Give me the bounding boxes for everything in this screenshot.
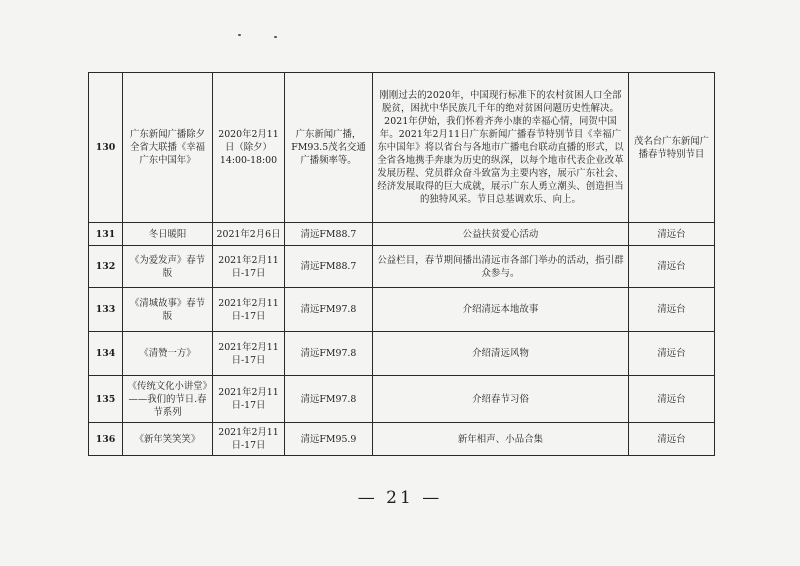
broadcast-time: 2021年2月11日-17日 — [213, 288, 285, 332]
scan-speck — [238, 34, 241, 36]
broadcast-time: 2021年2月11日-17日 — [213, 246, 285, 288]
program-content: 新年相声、小品合集 — [373, 423, 629, 456]
broadcast-time: 2021年2月11日-17日 — [213, 376, 285, 423]
program-content: 介绍春节习俗 — [373, 376, 629, 423]
row-number: 135 — [89, 376, 123, 423]
channel: 清远FM97.8 — [285, 376, 373, 423]
table-row — [89, 288, 715, 332]
channel: 清远FM88.7 — [285, 246, 373, 288]
row-number: 134 — [89, 332, 123, 376]
program-content: 公益扶贫爱心活动 — [373, 223, 629, 246]
program-name: 《为爱发声》春节版 — [123, 246, 213, 288]
broadcast-time: 2021年2月6日 — [213, 223, 285, 246]
program-name: 《新年笑笑笑》 — [123, 423, 213, 456]
station: 茂名台广东新闻广播春节特别节目 — [629, 73, 715, 223]
program-name: 《清赞一方》 — [123, 332, 213, 376]
program-name: 《清城故事》春节版 — [123, 288, 213, 332]
program-name: 广东新闻广播除夕全省大联播《幸福广东中国年》 — [123, 73, 213, 223]
station: 清远台 — [629, 246, 715, 288]
table-row — [89, 332, 715, 376]
table-row — [89, 376, 715, 423]
page-number: — 21 — — [357, 488, 443, 508]
table-row — [89, 73, 715, 223]
row-number: 136 — [89, 423, 123, 456]
program-name: 《传统文化小讲堂》——我们的节日.春节系列 — [123, 376, 213, 423]
channel: 清远FM95.9 — [285, 423, 373, 456]
program-content: 刚刚过去的2020年，中国现行标准下的农村贫困人口全部脱贫，困扰中华民族几千年的绝对贫困问题历史性解决。2021年伊始，我们怀着齐奔小康的幸福心情，同贺中国年。2021年2月11日广东新闻广播春节特别节目《幸福广东中国年》将以省台与各地市广播电台联动直播的形式，以全省各地携手奔康为历史的纵深，以每个地市代表企业改革发展历程、党员群众奋斗致富为主要内容，展示广东社会、经济发展取得的巨大成就，展示广东人勇立潮头、创造担当的独特风采。节目总基调欢乐、向上。 — [373, 73, 629, 223]
table-row — [89, 423, 715, 456]
program-content: 公益栏目，春节期间播出清远市各部门举办的活动，指引群众参与。 — [373, 246, 629, 288]
channel: 清远FM97.8 — [285, 288, 373, 332]
channel: 清远FM88.7 — [285, 223, 373, 246]
row-number: 130 — [89, 73, 123, 223]
broadcast-time: 2021年2月11日-17日 — [213, 332, 285, 376]
channel: 广东新闻广播，FM93.5茂名交通广播频率等。 — [285, 73, 373, 223]
station: 清远台 — [629, 288, 715, 332]
program-content: 介绍清远风物 — [373, 332, 629, 376]
station: 清远台 — [629, 423, 715, 456]
row-number: 133 — [89, 288, 123, 332]
scan-speck — [274, 36, 277, 38]
program-content: 介绍清远本地故事 — [373, 288, 629, 332]
station: 清远台 — [629, 223, 715, 246]
program-name: 冬日暖阳 — [123, 223, 213, 246]
table-row — [89, 223, 715, 246]
row-number: 131 — [89, 223, 123, 246]
broadcast-time: 2020年2月11日（除夕）14:00-18:00 — [213, 73, 285, 223]
row-number: 132 — [89, 246, 123, 288]
broadcast-time: 2021年2月11日-17日 — [213, 423, 285, 456]
table-row — [89, 246, 715, 288]
channel: 清远FM97.8 — [285, 332, 373, 376]
station: 清远台 — [629, 376, 715, 423]
station: 清远台 — [629, 332, 715, 376]
program-table — [88, 72, 715, 456]
